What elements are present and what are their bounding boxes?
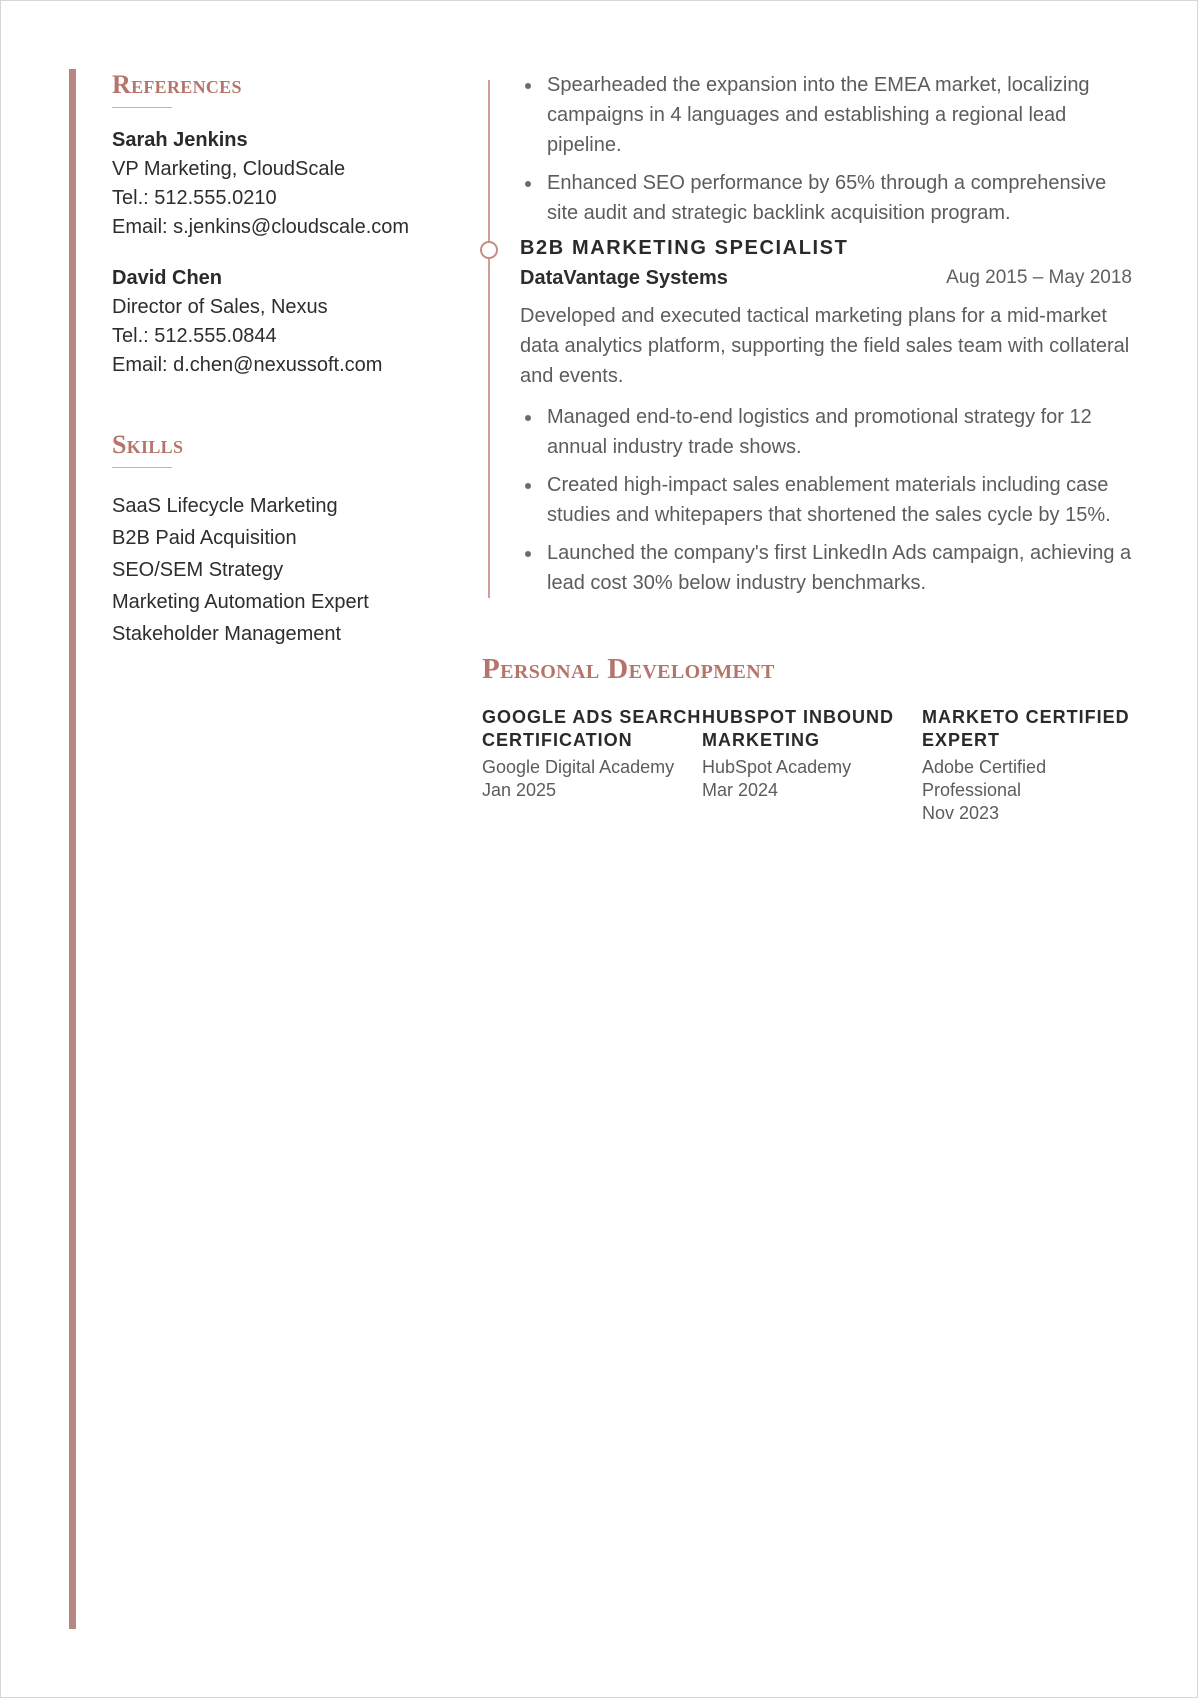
skill-item: B2B Paid Acquisition: [112, 527, 297, 549]
reference-email: Email: s.jenkins@cloudscale.com: [112, 216, 410, 238]
skill-item: Marketing Automation Expert: [112, 591, 369, 613]
reference-name: David Chen: [112, 267, 223, 289]
cert-org: HubSpot Academy: [702, 757, 852, 777]
personal-development-heading: Personal Development: [482, 653, 775, 685]
skills-underline: [112, 467, 172, 468]
job-meta: [520, 264, 1132, 292]
references-underline: [112, 107, 172, 108]
references-heading: References: [112, 70, 242, 99]
job-bullets: [520, 402, 1132, 598]
cert-name: GOOGLE ADS SEARCH CERTIFICATION: [482, 707, 702, 750]
reference-name: Sarah Jenkins: [112, 129, 248, 151]
reference-phone: Tel.: 512.555.0210: [112, 187, 277, 209]
cert-date: Jan 2025: [482, 780, 557, 800]
timeline-node: [480, 241, 498, 259]
skills-list: [112, 490, 452, 650]
cert-name: HUBSPOT INBOUND MARKETING: [702, 707, 895, 750]
left-column: [112, 70, 452, 650]
cert-row: [482, 706, 1142, 825]
reference-email: Email: d.chen@nexussoft.com: [112, 354, 383, 376]
job-description: Developed and executed tactical marketing plans for a mid-market data analytics platform, supporting the field sales team with collateral and events.: [520, 305, 1130, 387]
achievement-bullet: Created high-impact sales enablement materials including case studies and whitepapers that shortened the sales cycle by 15%.: [520, 470, 1132, 530]
reference-role: Director of Sales, Nexus: [112, 296, 328, 318]
achievement-bullet: Spearheaded the expansion into the EMEA market, localizing campaigns in 4 languages and establishing a regional lead pipeline.: [520, 70, 1130, 160]
job-dates: Aug 2015 – May 2018: [946, 267, 1132, 288]
skill-item: SEO/SEM Strategy: [112, 559, 284, 581]
skills-heading: Skills: [112, 430, 184, 459]
achievement-bullet: Managed end-to-end logistics and promotional strategy for 12 annual industry trade shows.: [520, 402, 1132, 462]
company-name: DataVantage Systems: [520, 267, 728, 289]
skill-item: SaaS Lifecycle Marketing: [112, 495, 338, 517]
reference-phone: Tel.: 512.555.0844: [112, 325, 277, 347]
achievement-bullet: Launched the company's first LinkedIn Ads campaign, achieving a lead cost 30% below industry benchmarks.: [520, 538, 1132, 598]
cert-card: [702, 706, 922, 825]
cert-org: Adobe Certified Professional: [922, 757, 1047, 800]
cert-org: Google Digital Academy: [482, 757, 675, 777]
achievement-bullet: Enhanced SEO performance by 65% through a comprehensive site audit and strategic backlink acquisition program.: [520, 168, 1130, 228]
cert-date: Nov 2023: [922, 803, 1000, 823]
timeline-line: [488, 80, 490, 598]
skill-item: Stakeholder Management: [112, 623, 342, 645]
reference-role: VP Marketing, CloudScale: [112, 158, 346, 180]
reference-entry: [112, 264, 452, 380]
job-entry: [520, 234, 1132, 606]
job-title: B2B MARKETING SPECIALIST: [520, 237, 849, 259]
left-accent-bar: [69, 69, 76, 1629]
cert-name: MARKETO CERTIFIED EXPERT: [922, 707, 1130, 750]
previous-job-bullets: [520, 70, 1130, 228]
personal-development-section: [482, 652, 1142, 825]
cert-date: Mar 2024: [702, 780, 779, 800]
cert-card: [482, 706, 702, 825]
cert-card: [922, 706, 1142, 825]
previous-job-continued: [520, 70, 1130, 236]
reference-entry: [112, 126, 452, 242]
